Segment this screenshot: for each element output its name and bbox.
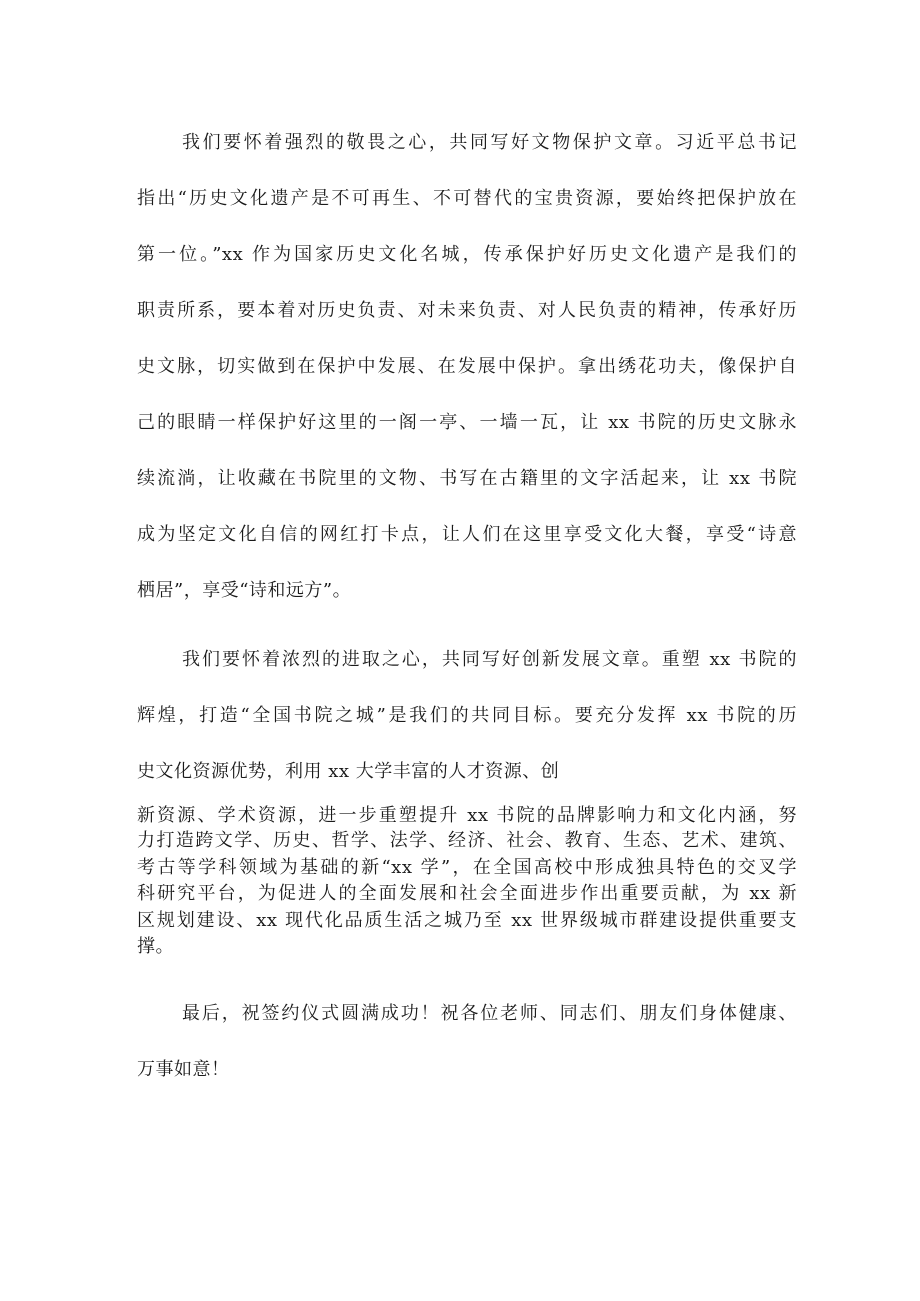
- text-line: 指出“历史文化遗产是不可再生、不可替代的宝贵资源，要始终把保护放在: [137, 188, 797, 209]
- text-line: 己的眼睛一样保护好这里的一阁一亭、一墙一瓦，让 xx 书院的历史文脉永: [137, 412, 797, 433]
- text-line: 第一位。”xx 作为国家历史文化名城，传承保护好历史文化遗产是我们的: [137, 244, 797, 265]
- text-line: 辉煌，打造“全国书院之城”是我们的共同目标。要充分发挥 xx 书院的历: [137, 705, 797, 726]
- text-line: 万事如意！: [137, 1059, 230, 1080]
- text-line: 成为坚定文化自信的网红打卡点，让人们在这里享受文化大餐，享受“诗意: [137, 524, 797, 545]
- text-line: 我们要怀着强烈的敬畏之心，共同写好文物保护文章。习近平总书记: [182, 132, 797, 153]
- text-line: 最后，祝签约仪式圆满成功！祝各位老师、同志们、朋友们身体健康、: [182, 1003, 797, 1024]
- text-line: 力打造跨文学、历史、哲学、法学、经济、社会、教育、生态、艺术、建筑、: [137, 830, 797, 851]
- text-line: 新资源、学术资源，进一步重塑提升 xx 书院的品牌影响力和文化内涵，努: [137, 805, 797, 826]
- text-line: 考古等学科领域为基础的新“xx 学”，在全国高校中形成独具特色的交叉学: [137, 857, 797, 878]
- text-line: 职责所系，要本着对历史负责、对未来负责、对人民负责的精神，传承好历: [137, 300, 797, 321]
- text-line: 科研究平台，为促进人的全面发展和社会全面进步作出重要贡献，为 xx 新: [137, 883, 797, 904]
- text-line: 史文化资源优势，利用 xx 大学丰富的人才资源、创: [137, 761, 560, 782]
- text-line: 区规划建设、xx 现代化品质生活之城乃至 xx 世界级城市群建设提供重要支: [137, 910, 797, 931]
- text-line: 续流淌，让收藏在书院里的文物、书写在古籍里的文字活起来，让 xx 书院: [137, 468, 797, 489]
- text-line: 栖居”，享受“诗和远方”。: [137, 580, 352, 601]
- text-line: 撑。: [137, 936, 174, 957]
- text-line: 我们要怀着浓烈的进取之心，共同写好创新发展文章。重塑 xx 书院的: [182, 649, 797, 670]
- text-line: 史文脉，切实做到在保护中发展、在发展中保护。拿出绣花功夫，像保护自: [137, 356, 797, 377]
